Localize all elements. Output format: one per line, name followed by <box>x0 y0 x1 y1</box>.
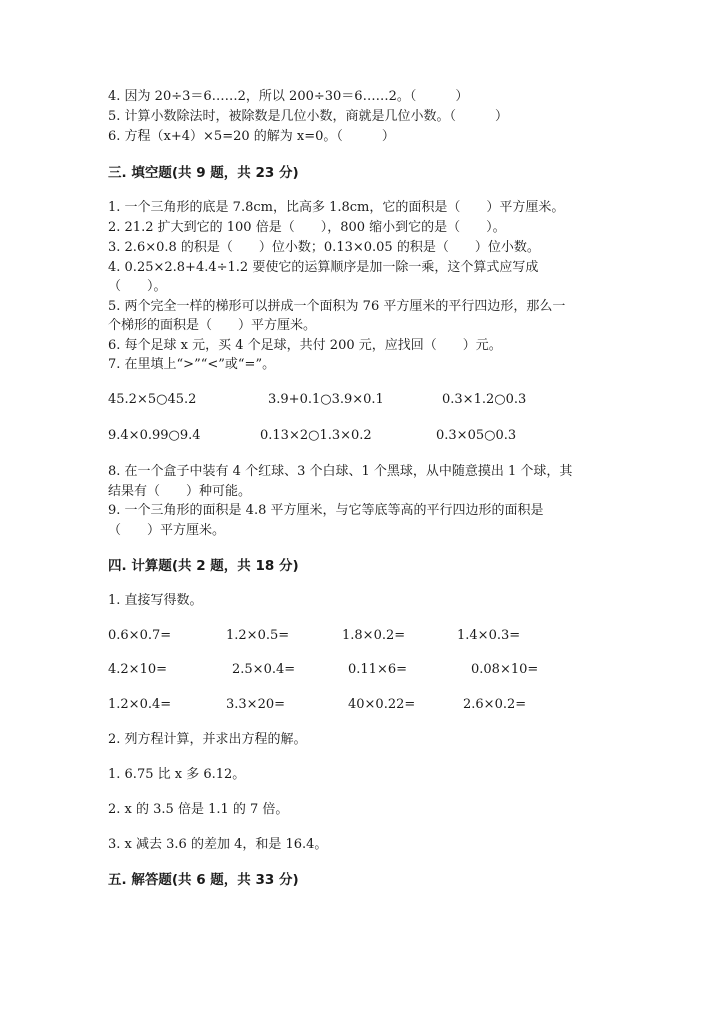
calc-3-2: 3.3×20= <box>226 697 286 712</box>
fill-item-9-cont: （ ）平方厘米。 <box>108 523 226 538</box>
calc-2-1: 4.2×10= <box>108 662 168 677</box>
calc-2-3: 0.11×6= <box>348 662 408 677</box>
compare-1-3: 0.3×1.2○0.3 <box>442 392 527 407</box>
calc-1-3: 1.8×0.2= <box>342 628 406 643</box>
fill-item-7: 7. 在里填上“>”“<”或“=”。 <box>108 357 276 372</box>
calc-1-4: 1.4×0.3= <box>457 628 521 643</box>
compare-2-1: 9.4×0.99○9.4 <box>108 428 201 443</box>
fill-item-8-cont: 结果有（ ）种可能。 <box>108 484 252 499</box>
section-3-title: 三. 填空题(共 9 题，共 23 分) <box>108 165 299 181</box>
compare-2-3: 0.3×05○0.3 <box>436 428 517 443</box>
fill-item-6: 6. 每个足球 x 元，买 4 个足球，共付 200 元，应找回（ ）元。 <box>108 338 502 353</box>
calc-2-4: 0.08×10= <box>471 662 539 677</box>
calc-3-4: 2.6×0.2= <box>463 697 527 712</box>
equation-item-2: 2. x 的 3.5 倍是 1.1 的 7 倍。 <box>108 802 289 817</box>
calc-1-1: 0.6×0.7= <box>108 628 172 643</box>
compare-1-1: 45.2×5○45.2 <box>108 392 197 407</box>
equation-item-3: 3. x 减去 3.6 的差加 4，和是 16.4。 <box>108 837 328 852</box>
compare-2-2: 0.13×2○1.3×0.2 <box>260 428 372 443</box>
section-5-title: 五. 解答题(共 6 题，共 33 分) <box>108 872 299 888</box>
fill-item-3: 3. 2.6×0.8 的积是（ ）位小数；0.13×0.05 的积是（ ）位小数。 <box>108 240 540 255</box>
fill-item-2: 2. 21.2 扩大到它的 100 倍是（ ），800 缩小到它的是（ ）。 <box>108 220 506 235</box>
fill-item-8: 8. 在一个盒子中装有 4 个红球、3 个白球、1 个黑球，从中随意摸出 1 个球，其 <box>108 464 573 479</box>
equation-item-1: 1. 6.75 比 x 多 6.12。 <box>108 767 246 782</box>
fill-item-5-cont: 个梯形的面积是（ ）平方厘米。 <box>108 318 317 333</box>
calc-3-3: 40×0.22= <box>348 697 416 712</box>
compare-1-2: 3.9+0.1○3.9×0.1 <box>268 392 384 407</box>
calc-q2-label: 2. 列方程计算，并求出方程的解。 <box>108 732 307 747</box>
calc-2-2: 2.5×0.4= <box>232 662 296 677</box>
fill-item-1: 1. 一个三角形的底是 7.8cm，比高多 1.8cm，它的面积是（ ）平方厘米。 <box>108 200 565 215</box>
fill-item-4-cont: （ ）。 <box>108 279 167 294</box>
judge-item-6: 6. 方程（x+4）×5=20 的解为 x=0。（ ） <box>108 129 395 144</box>
fill-item-4: 4. 0.25×2.8+4.4÷1.2 要使它的运算顺序是加一除一乘，这个算式应写成 <box>108 260 539 275</box>
calc-3-1: 1.2×0.4= <box>108 697 172 712</box>
calc-q1-label: 1. 直接写得数。 <box>108 593 203 608</box>
section-4-title: 四. 计算题(共 2 题，共 18 分) <box>108 558 299 574</box>
judge-item-5: 5. 计算小数除法时，被除数是几位小数，商就是几位小数。（ ） <box>108 109 509 124</box>
calc-1-2: 1.2×0.5= <box>226 628 290 643</box>
judge-item-4: 4. 因为 20÷3＝6……2，所以 200÷30＝6……2。（ ） <box>108 89 469 104</box>
fill-item-9: 9. 一个三角形的面积是 4.8 平方厘米，与它等底等高的平行四边形的面积是 <box>108 503 544 518</box>
fill-item-5: 5. 两个完全一样的梯形可以拼成一个面积为 76 平方厘米的平行四边形，那么一 <box>108 299 566 314</box>
